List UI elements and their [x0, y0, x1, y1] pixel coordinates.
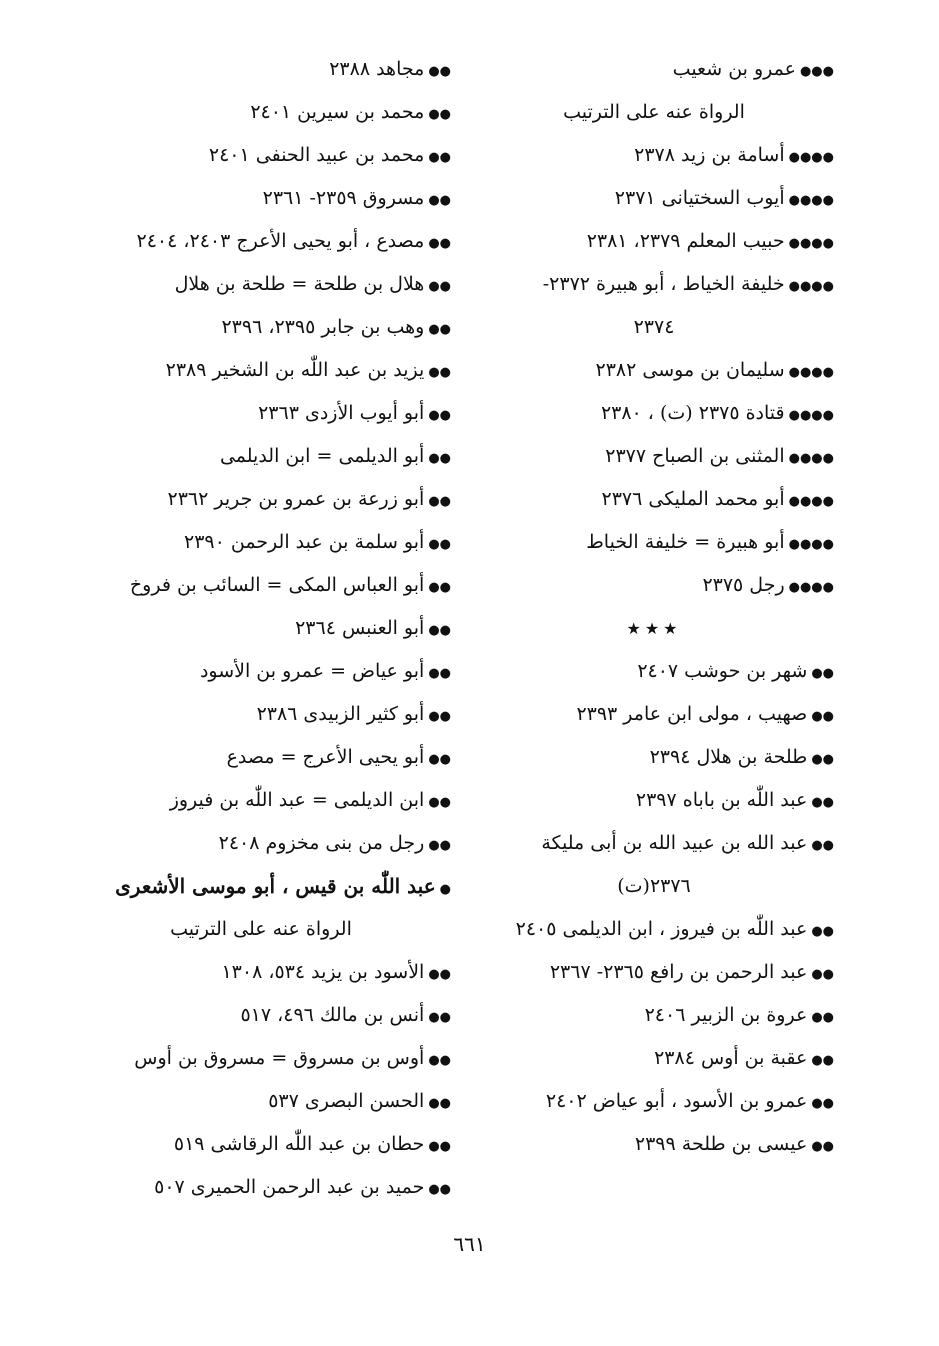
entry-text: أبو محمد المليكى ٢٣٧٦	[601, 488, 785, 510]
narrator-entry	[71, 564, 451, 607]
level-dots-icon: ●●	[428, 1182, 451, 1197]
level-dots-icon: ●●●●	[788, 279, 834, 294]
entry-text: مسروق ٢٣٥٩- ٢٣٦١	[262, 187, 425, 209]
level-dots-icon: ●●	[428, 408, 451, 423]
narrator-entry	[474, 134, 834, 177]
level-dots-icon: ●●●●	[788, 580, 834, 595]
level-dots-icon: ●	[439, 882, 451, 897]
narrator-entry	[474, 693, 834, 736]
entry-text: خليفة الخياط ، أبو هبيرة ٢٣٧٢-	[542, 273, 785, 295]
entry-text: أبو عياض = عمرو بن الأسود	[199, 660, 425, 682]
narrator-entry	[71, 435, 451, 478]
narrator-entry	[71, 134, 451, 177]
narrator-entry	[474, 908, 834, 951]
narrator-entry	[71, 951, 451, 994]
level-dots-icon: ●●	[811, 967, 834, 982]
level-dots-icon: ●●	[428, 365, 451, 380]
narrator-entry	[71, 48, 451, 91]
narrator-entry	[71, 693, 451, 736]
entry-text: عبد الرحمن بن رافع ٢٣٦٥- ٢٣٦٧	[549, 961, 808, 983]
level-dots-icon: ●●●●	[788, 365, 834, 380]
entry-text: الحسن البصرى ٥٣٧	[268, 1090, 425, 1112]
entry-text: أنس بن مالك ٤٩٦، ٥١٧	[240, 1004, 425, 1026]
level-dots-icon: ●●	[428, 795, 451, 810]
level-dots-icon: ●●	[811, 1139, 834, 1154]
entry-continuation: ٢٣٧٦(ت)	[617, 875, 691, 897]
level-dots-icon: ●●●●	[788, 408, 834, 423]
entry-text: أبو يحيى الأعرج = مصدع	[226, 746, 425, 768]
entry-text: رجل ٢٣٧٥	[702, 574, 785, 596]
narrator-entry	[71, 1037, 451, 1080]
narrator-entry	[474, 951, 834, 994]
level-dots-icon: ●●●●	[788, 451, 834, 466]
entry-text: أبو زرعة بن عمرو بن جرير ٢٣٦٢	[167, 488, 425, 510]
narrator-entry	[71, 822, 451, 865]
entry-text: أبو أيوب الأزدى ٢٣٦٣	[258, 402, 425, 424]
narrator-entry	[71, 392, 451, 435]
level-dots-icon: ●●	[811, 1096, 834, 1111]
entry-text: صهيب ، مولى ابن عامر ٢٣٩٣	[576, 703, 808, 725]
narrator-entry	[71, 177, 451, 220]
level-dots-icon: ●●	[428, 709, 451, 724]
entry-text: حبيب المعلم ٢٣٧٩، ٢٣٨١	[586, 230, 785, 252]
narrator-entry	[71, 736, 451, 779]
level-dots-icon: ●●	[428, 1053, 451, 1068]
narrator-entry	[474, 736, 834, 779]
narrator-entry	[474, 177, 834, 220]
narrator-entry	[474, 564, 834, 607]
narrator-entry	[71, 994, 451, 1037]
level-dots-icon: ●●	[428, 967, 451, 982]
entry-text: أيوب السختيانى ٢٣٧١	[614, 187, 785, 209]
entry-text: طلحة بن هلال ٢٣٩٤	[649, 746, 808, 768]
level-dots-icon: ●●	[811, 924, 834, 939]
section-heading: الرواة عنه على الترتيب	[170, 918, 352, 940]
left-column	[71, 48, 451, 1209]
level-dots-icon: ●●	[428, 193, 451, 208]
narrator-entry	[71, 263, 451, 306]
entry-text: هلال بن طلحة = طلحة بن هلال	[174, 273, 425, 295]
entry-text: مجاهد ٢٣٨٨	[329, 58, 425, 80]
entry-text: يزيد بن عبد اللّٰه بن الشخير ٢٣٨٩	[165, 359, 425, 381]
level-dots-icon: ●●●	[799, 64, 834, 79]
entry-text: عمرو بن شعيب	[672, 58, 796, 80]
entry-text: الأسود بن يزيد ٥٣٤، ١٣٠٨	[221, 961, 425, 983]
entry-text: عبد الله بن عبيد الله بن أبى مليكة	[541, 832, 808, 854]
right-column	[474, 48, 834, 1166]
narrator-entry	[474, 521, 834, 564]
narrator-entry	[71, 349, 451, 392]
level-dots-icon: ●●	[428, 580, 451, 595]
narrator-entry	[474, 435, 834, 478]
entry-text: محمد بن سيرين ٢٤٠١	[250, 101, 425, 123]
entry-text: حميد بن عبد الرحمن الحميرى ٥٠٧	[154, 1176, 425, 1198]
level-dots-icon: ●●	[811, 666, 834, 681]
entry-text: أبو هبيرة = خليفة الخياط	[586, 531, 785, 553]
narrator-entry	[71, 650, 451, 693]
entry-text: مصدع ، أبو يحيى الأعرج ٢٤٠٣، ٢٤٠٤	[136, 230, 425, 252]
level-dots-icon: ●●	[811, 709, 834, 724]
level-dots-icon: ●●	[811, 795, 834, 810]
narrator-entry	[474, 392, 834, 435]
level-dots-icon: ●●	[428, 752, 451, 767]
narrator-entry	[474, 779, 834, 822]
entry-text: قتادة ٢٣٧٥ (ت) ، ٢٣٨٠	[600, 402, 785, 424]
level-dots-icon: ●●●●	[788, 193, 834, 208]
narrator-entry	[474, 1123, 834, 1166]
entry-text: رجل من بنى مخزوم ٢٤٠٨	[218, 832, 425, 854]
level-dots-icon: ●●	[811, 838, 834, 853]
narrator-entry	[71, 521, 451, 564]
entry-text: محمد بن عبيد الحنفى ٢٤٠١	[208, 144, 425, 166]
entry-text: عبد اللّٰه بن باباه ٢٣٩٧	[635, 789, 808, 811]
narrator-entry	[474, 822, 834, 865]
entry-text: عيسى بن طلحة ٢٣٩٩	[634, 1133, 808, 1155]
entry-text: سليمان بن موسى ٢٣٨٢	[595, 359, 785, 381]
level-dots-icon: ●●	[811, 1010, 834, 1025]
entry-text: أبو العباس المكى = السائب بن فروخ	[129, 574, 425, 596]
level-dots-icon: ●●	[811, 1053, 834, 1068]
entry-text: حطان بن عبد اللّٰه الرقاشى ٥١٩	[173, 1133, 425, 1155]
entry-text: عقبة بن أوس ٢٣٨٤	[654, 1047, 808, 1069]
narrator-entry	[71, 1166, 451, 1209]
entry-text: أبو كثير الزبيدى ٢٣٨٦	[256, 703, 425, 725]
narrator-heading-entry	[71, 865, 451, 908]
level-dots-icon: ●●	[428, 322, 451, 337]
entry-text: عبد اللّٰه بن فيروز ، ابن الديلمى ٢٤٠٥	[515, 918, 808, 940]
level-dots-icon: ●●	[428, 838, 451, 853]
entry-text: ابن الديلمى = عبد اللّٰه بن فيروز	[169, 789, 425, 811]
entry-text: أبو الديلمى = ابن الديلمى	[219, 445, 425, 467]
entry-text: أسامة بن زيد ٢٣٧٨	[634, 144, 785, 166]
narrator-entry	[474, 478, 834, 521]
narrator-entry	[71, 478, 451, 521]
level-dots-icon: ●●	[428, 537, 451, 552]
narrator-entry	[71, 1080, 451, 1123]
section-heading: الرواة عنه على الترتيب	[563, 101, 745, 123]
level-dots-icon: ●●	[428, 666, 451, 681]
narrator-entry	[71, 607, 451, 650]
narrator-entry	[474, 1080, 834, 1123]
entry-continuation: ٢٣٧٤	[633, 316, 675, 338]
narrator-entry	[474, 263, 834, 306]
entry-text: عمرو بن الأسود ، أبو عياض ٢٤٠٢	[545, 1090, 808, 1112]
entry-text: وهب بن جابر ٢٣٩٥، ٢٣٩٦	[221, 316, 425, 338]
level-dots-icon: ●●	[428, 451, 451, 466]
narrator-entry	[71, 220, 451, 263]
level-dots-icon: ●●	[428, 236, 451, 251]
level-dots-icon: ●●	[428, 1096, 451, 1111]
level-dots-icon: ●●●●	[788, 494, 834, 509]
narrator-entry	[474, 220, 834, 263]
entry-text: شهر بن حوشب ٢٤٠٧	[637, 660, 808, 682]
level-dots-icon: ●●	[428, 279, 451, 294]
level-dots-icon: ●●	[428, 1010, 451, 1025]
level-dots-icon: ●●●●	[788, 236, 834, 251]
narrator-entry	[474, 1037, 834, 1080]
entry-text: عبد اللّٰه بن قيس ، أبو موسى الأشعرى	[115, 874, 436, 898]
level-dots-icon: ●●	[428, 150, 451, 165]
level-dots-icon: ●●	[428, 623, 451, 638]
entry-text: أوس بن مسروق = مسروق بن أوس	[134, 1047, 425, 1069]
entry-text: أبو سلمة بن عبد الرحمن ٢٣٩٠	[183, 531, 425, 553]
narrator-entry	[71, 779, 451, 822]
level-dots-icon: ●●●●	[788, 537, 834, 552]
entry-text: أبو العنبس ٢٣٦٤	[295, 617, 425, 639]
entry-text: عروة بن الزبير ٢٤٠٦	[644, 1004, 808, 1026]
level-dots-icon: ●●	[428, 107, 451, 122]
level-dots-icon: ●●	[428, 1139, 451, 1154]
narrator-entry	[474, 349, 834, 392]
section-separator: ★★★	[626, 619, 682, 638]
narrator-entry	[71, 91, 451, 134]
narrator-entry	[474, 48, 834, 91]
narrator-entry	[474, 994, 834, 1037]
level-dots-icon: ●●	[428, 494, 451, 509]
level-dots-icon: ●●●●	[788, 150, 834, 165]
page-number: ٦٦١	[453, 1232, 486, 1256]
narrator-entry	[71, 306, 451, 349]
level-dots-icon: ●●	[811, 752, 834, 767]
entry-text: المثنى بن الصباح ٢٣٧٧	[605, 445, 785, 467]
narrator-entry	[474, 650, 834, 693]
level-dots-icon: ●●	[428, 64, 451, 79]
narrator-entry	[71, 1123, 451, 1166]
